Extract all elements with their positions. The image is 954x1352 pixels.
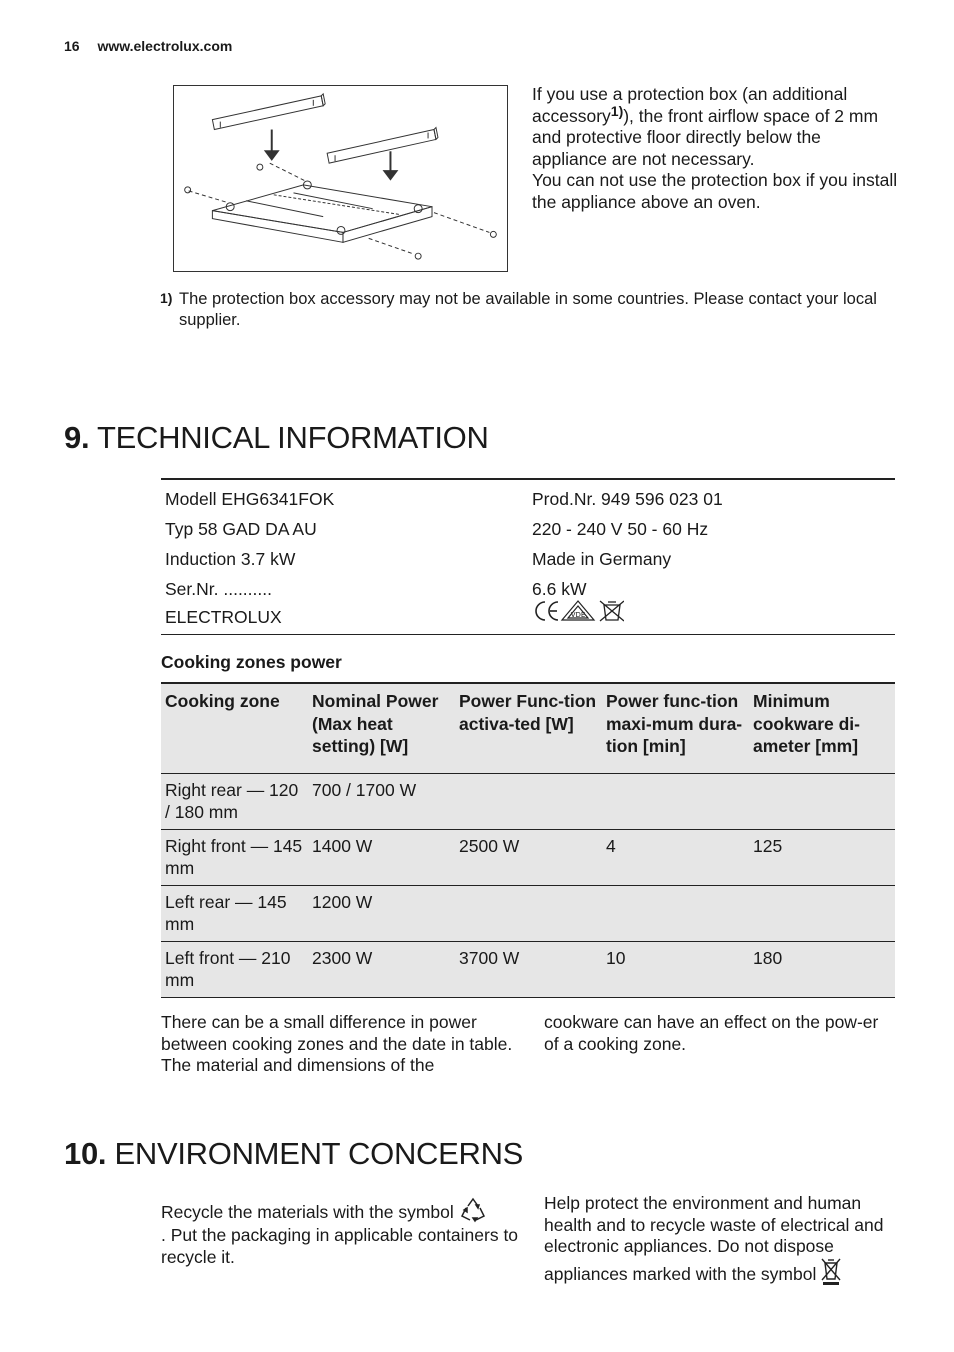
rating-plate-cell: ELECTROLUX (165, 607, 282, 627)
protection-box-text-3: You can not use the protection box if you install the appliance above an oven. (532, 170, 898, 212)
section-9-title: TECHNICAL INFORMATION (97, 420, 489, 455)
rating-plate-cell: 6.6 kW (532, 579, 587, 599)
table-cell (602, 885, 749, 941)
footnote-mark: 1) (160, 290, 173, 306)
protection-box-drawing (174, 86, 507, 271)
table-row (161, 885, 895, 941)
rating-plate-cell: Prod.Nr. 949 596 023 01 (532, 489, 723, 509)
section-9-heading (64, 420, 489, 456)
protection-box-text-2: ), the front airflow space of 2 mm and protective floor directly below the appliance are not necessary. (532, 105, 879, 169)
section-10-title: ENVIRONMENT CONCERNS (114, 1136, 524, 1171)
table-cell: Right rear — 120 / 180 mm (165, 779, 299, 822)
crossed-bin-icon (600, 601, 624, 621)
page-number: 16 (64, 38, 80, 54)
table-header-cell: Cooking zone (165, 691, 280, 711)
cooking-zones-subheading: Cooking zones power (161, 652, 342, 672)
table-cell: 1400 W (312, 835, 373, 856)
table-header-cell: Nominal Power (Max heat setting) [W] (312, 691, 439, 756)
table-cell (602, 773, 749, 829)
rating-plate-marks (528, 599, 895, 628)
table-cell: Left front — 210 mm (165, 947, 291, 990)
rating-plate-cell: Made in Germany (532, 549, 672, 569)
table-cell: 3700 W (459, 947, 520, 968)
power-note-left: There can be a small difference in power between cooking zones and the date in table. The material and dimensions of the (161, 1012, 513, 1075)
table-cell: 1200 W (312, 891, 373, 912)
svg-text:VDE: VDE (570, 611, 586, 619)
table-header-cell: Power Func-tion activa-ted [W] (459, 691, 597, 734)
table-cell (749, 885, 895, 941)
website-link[interactable]: www.electrolux.com (97, 38, 233, 54)
rating-plate-row (161, 570, 895, 600)
table-cell: Left rear — 145 mm (165, 891, 287, 934)
protection-box-illustration (173, 85, 508, 272)
recycle-paragraph (161, 1196, 521, 1268)
recycle-icon (459, 1196, 487, 1224)
protection-box-text-1: If you use a protection box (an additional accessory (532, 84, 848, 126)
page-header (64, 38, 232, 54)
compliance-marks (532, 599, 624, 623)
section-10-number: 10. (64, 1136, 107, 1171)
table-header-cell: Minimum cookware di-ameter [mm] (753, 691, 860, 756)
footnote-text: The protection box accessory may not be available in some countries. Please contact your local supplier. (179, 290, 877, 329)
rating-plate-row (161, 540, 895, 570)
weee-text: Help protect the environment and human health and to recycle waste of electrical and electronic appliances. Do not dispose appliances marked with the symbol (544, 1193, 884, 1284)
table-cell (455, 773, 602, 829)
rating-plate-row (161, 600, 895, 634)
cooking-zones-table (161, 682, 895, 998)
table-cell: 125 (753, 835, 783, 856)
section-9-number: 9. (64, 420, 90, 455)
table-row (161, 941, 895, 997)
rating-plate-row (161, 510, 895, 540)
table-cell: 180 (753, 947, 783, 968)
table-cell: 700 / 1700 W (312, 779, 417, 800)
footnote-reference: 1) (610, 102, 624, 119)
table-cell: 2300 W (312, 947, 373, 968)
crossed-bin-icon (821, 1258, 841, 1286)
table-header-cell: Power func-tion maxi-mum dura-tion [min] (606, 691, 743, 756)
table-row (161, 829, 895, 885)
table-cell: 2500 W (459, 835, 520, 856)
table-cell (749, 773, 895, 829)
table-cell (455, 885, 602, 941)
table-header-row (161, 683, 895, 773)
section-10-heading (64, 1136, 523, 1172)
table-cell: 10 (606, 947, 626, 968)
ce-mark-icon (536, 602, 558, 620)
vde-mark-icon (562, 601, 594, 620)
footnote (160, 289, 900, 331)
power-note-right: cookware can have an effect on the pow-er of a cooking zone. (544, 1012, 879, 1054)
rating-plate-cell: 220 - 240 V 50 - 60 Hz (532, 519, 709, 539)
weee-paragraph (544, 1193, 900, 1286)
rating-plate-cell: Modell EHG6341FOK (165, 489, 335, 509)
table-row (161, 773, 895, 829)
rating-plate-cell: Typ 58 GAD DA AU (165, 519, 317, 539)
table-cell: Right front — 145 mm (165, 835, 303, 878)
rating-plate-cell: Induction 3.7 kW (165, 549, 296, 569)
rating-plate-row (161, 480, 895, 510)
table-cell: 4 (606, 835, 616, 856)
protection-box-description (532, 84, 900, 213)
rating-plate-table (161, 478, 895, 635)
recycle-text-1: Recycle the materials with the symbol (161, 1202, 454, 1222)
recycle-text-2: . Put the packaging in applicable containers to recycle it. (161, 1225, 519, 1267)
rating-plate-cell: Ser.Nr. .......... (165, 579, 272, 599)
